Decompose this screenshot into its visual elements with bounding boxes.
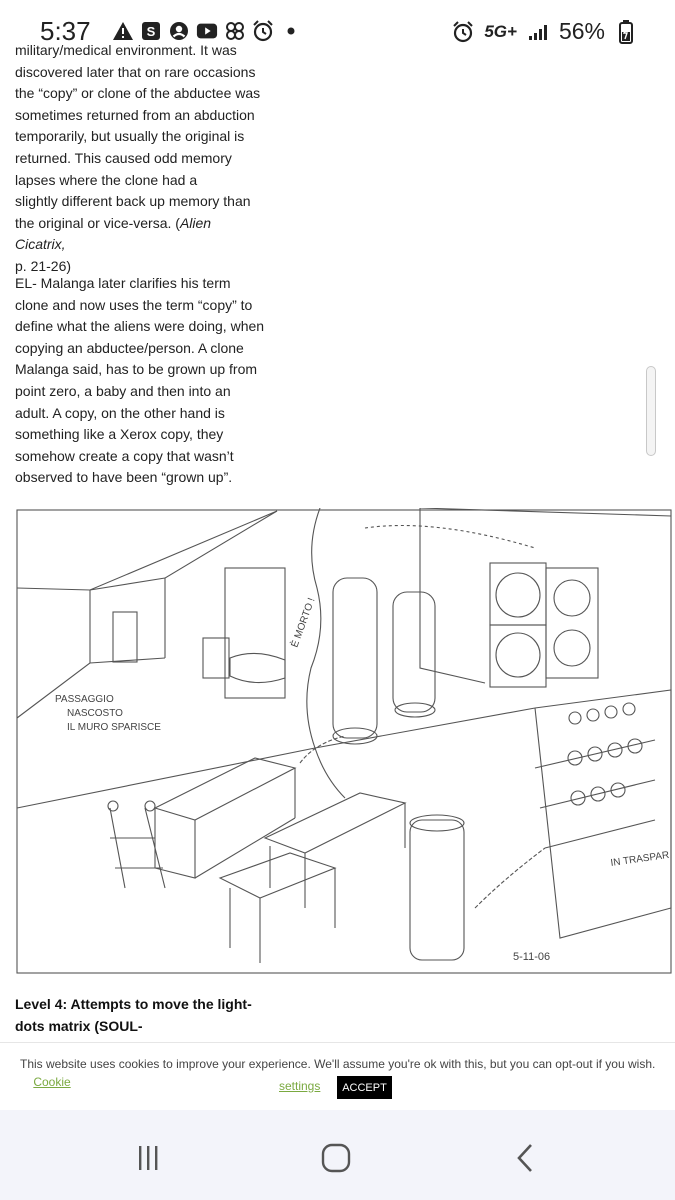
home-icon[interactable]	[316, 1138, 356, 1178]
text-line: point zero, a baby and then into an	[15, 382, 231, 399]
navigation-bar	[0, 1110, 675, 1200]
text-line: something like a Xerox copy, they	[15, 426, 224, 443]
battery-icon	[615, 21, 637, 43]
dot-icon	[280, 20, 302, 42]
heading-line: dots matrix (SOUL-	[15, 1017, 143, 1034]
cookie-settings-link[interactable]: Cookie	[33, 1075, 71, 1089]
account-icon	[168, 20, 190, 42]
alarm-icon	[252, 20, 274, 42]
sketch-date: 5-11-06	[513, 951, 551, 963]
text-line: copying an abductee/person. A clone	[15, 339, 244, 356]
paragraph-text	[15, 40, 265, 278]
sketch-label-trasparente: IN TRASPAR	[609, 849, 670, 869]
text-line: EL- Malanga later clarifies his term	[15, 275, 231, 291]
warning-icon	[112, 20, 134, 42]
sketch-label-passage: NASCOSTO	[67, 708, 123, 719]
cookie-banner	[0, 1042, 675, 1111]
heading-line: Level 4: Attempts to move the light-	[15, 996, 252, 1012]
network-type: 5G+	[484, 21, 517, 41]
scrollbar-thumb[interactable]	[646, 366, 656, 456]
text-line: p. 21-26)	[15, 257, 72, 274]
text-line: observed to have been “grown up”.	[15, 469, 233, 486]
article-paragraph-2	[15, 273, 265, 489]
notification-icons	[112, 20, 302, 42]
text-line: define what the aliens were doing, when	[15, 318, 265, 335]
clock: 5:37	[40, 16, 91, 46]
text-line: the original or vice-versa. (	[15, 214, 180, 231]
youtube-icon	[196, 20, 218, 42]
text-line: somehow create a copy that wasn’t	[15, 447, 234, 464]
s-app-icon	[140, 20, 162, 42]
battery-level: 56%	[558, 18, 605, 44]
text-line: temporarily, but usually the original is	[15, 128, 245, 145]
text-line: Malanga said, has to be grown up from	[15, 361, 258, 378]
article-paragraph-1	[15, 40, 265, 278]
text-line: adult. A copy, on the other hand is	[15, 404, 225, 421]
text-line: returned. This caused odd memory	[15, 149, 232, 166]
citation: Alien Cicatrix,	[15, 214, 212, 253]
text-line: slightly different back up memory than	[15, 193, 251, 210]
sketch-label-morto: È MORTO !	[289, 596, 318, 650]
text-line: lapses where the clone had a	[15, 171, 198, 188]
cookie-message: This website uses cookies to improve your experience. We'll assume you're ok with this, but you can opt-out if you wish.	[20, 1057, 656, 1071]
recent-apps-icon[interactable]	[128, 1138, 168, 1178]
text-line: sometimes returned from an abduction	[15, 106, 255, 123]
accept-button[interactable]: ACCEPT	[337, 1076, 392, 1099]
svg-text:S: S	[146, 24, 156, 39]
text-line: clone and now uses the term “copy” to	[15, 296, 253, 313]
sketch-illustration	[15, 508, 673, 976]
sketch-label-passage: IL MURO SPARISCE	[67, 722, 161, 733]
back-icon[interactable]	[506, 1138, 546, 1178]
alarm-icon	[452, 21, 474, 43]
system-icons	[452, 18, 637, 45]
text-line: discovered later that on rare occasions	[15, 63, 256, 80]
text-line: military/medical environment. It was	[15, 42, 237, 58]
pinwheel-icon	[224, 20, 246, 42]
signal-icon	[527, 21, 549, 43]
paragraph-text	[15, 273, 265, 489]
sketch-label-passage: PASSAGGIO	[55, 694, 114, 705]
cookie-settings-link[interactable]: settings	[279, 1079, 321, 1093]
text-line: the “copy” or clone of the abductee was	[15, 85, 261, 102]
